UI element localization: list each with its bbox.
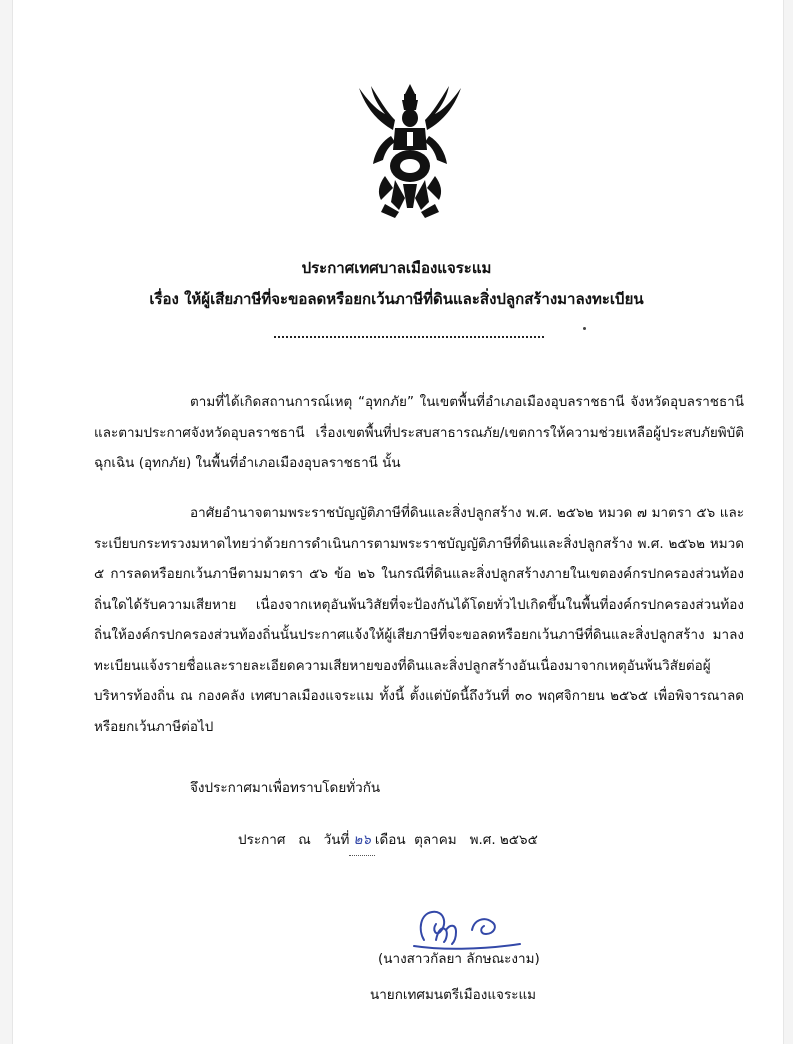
dotted-divider bbox=[274, 336, 544, 338]
date-suffix: เดือน ตุลาคม พ.ศ. ๒๕๖๕ bbox=[374, 832, 538, 848]
body-paragraph-1 bbox=[94, 387, 744, 479]
body-paragraph-2 bbox=[94, 498, 744, 742]
paragraph-1-text: ตามที่ได้เกิดสถานการณ์เหตุ “อุทกภัย” ในเขตพื้นที่อำเภอเมืองอุบลราชธานี จังหวัดอุบลราชธานี และตามประกาศจังหวัดอุบลราชธานี เรื่องเขตพื้นที่ประสบสาธารณภัย/เขตการให้ความช่วยเหลือผู้ประสบภัยพิบัติฉุกเฉิน (อุทกภัย) ในพื้นที่อำเภอเมืองอุบลราชธานี นั้น bbox=[94, 394, 744, 471]
announcement-subject: เรื่อง ให้ผู้เสียภาษีที่จะขอลดหรือยกเว้นภาษีที่ดินและสิ่งปลูกสร้างมาลงทะเบียน bbox=[149, 290, 644, 308]
date-day-handwritten: ๒๖ bbox=[349, 825, 374, 856]
date-prefix: ประกาศ ณ วันที่ bbox=[238, 832, 350, 848]
garuda-emblem-icon bbox=[355, 80, 465, 220]
closing-statement: จึงประกาศมาเพื่อทราบโดยทั่วกัน bbox=[190, 780, 381, 796]
announcement-title: ประกาศเทศบาลเมืองแจระแม bbox=[301, 259, 492, 277]
signer-position: นายกเทศมนตรีเมืองแจระแม bbox=[370, 987, 537, 1003]
stray-mark bbox=[583, 327, 586, 330]
announcement-date bbox=[238, 825, 538, 856]
paragraph-2-text: อาศัยอำนาจตามพระราชบัญญัติภาษีที่ดินและสิ่งปลูกสร้าง พ.ศ. ๒๕๖๒ หมวด ๗ มาตรา ๕๖ และระเบียบกระทรวงมหาดไทยว่าด้วยการดำเนินการตามพระราชบัญญัติภาษีที่ดินและสิ่งปลูกสร้าง พ.ศ. ๒๕๖๒ หมวด ๕ การลดหรือยกเว้นภาษีตามมาตรา ๕๖ ข้อ ๒๖ ในกรณีที่ดินและสิ่งปลูกสร้างภายในเขตองค์กรปกครองส่วนท้องถิ่นใดได้รับความเสียหาย เนื่องจากเหตุอันพ้นวิสัยที่จะป้องกันได้โดยทั่วไปเกิดขึ้นในพื้นที่องค์กรปกครองส่วนท้องถิ่นให้องค์กรปกครองส่วนท้องถิ่นนั้นประกาศแจ้งให้ผู้เสียภาษีที่จะขอลดหรือยกเว้นภาษีที่ดินและสิ่งปลูกสร้าง มาลงทะเบียนแจ้งรายชื่อและรายละเอียดความเสียหายของที่ดินและสิ่งปลูกสร้างอันเนื่องมาจากเหตุอันพ้นวิสัยต่อผู้บริหารท้องถิ่น ณ กองคลัง เทศบาลเมืองแจระแม ทั้งนี้ ตั้งแต่บัดนี้ถึงวันที่ ๓๐ พฤศจิกายน ๒๕๖๕ เพื่อพิจารณาลดหรือยกเว้นภาษีต่อไป bbox=[94, 505, 744, 735]
signer-name: (นางสาวกัลยา ลักษณะงาม) bbox=[378, 951, 540, 967]
